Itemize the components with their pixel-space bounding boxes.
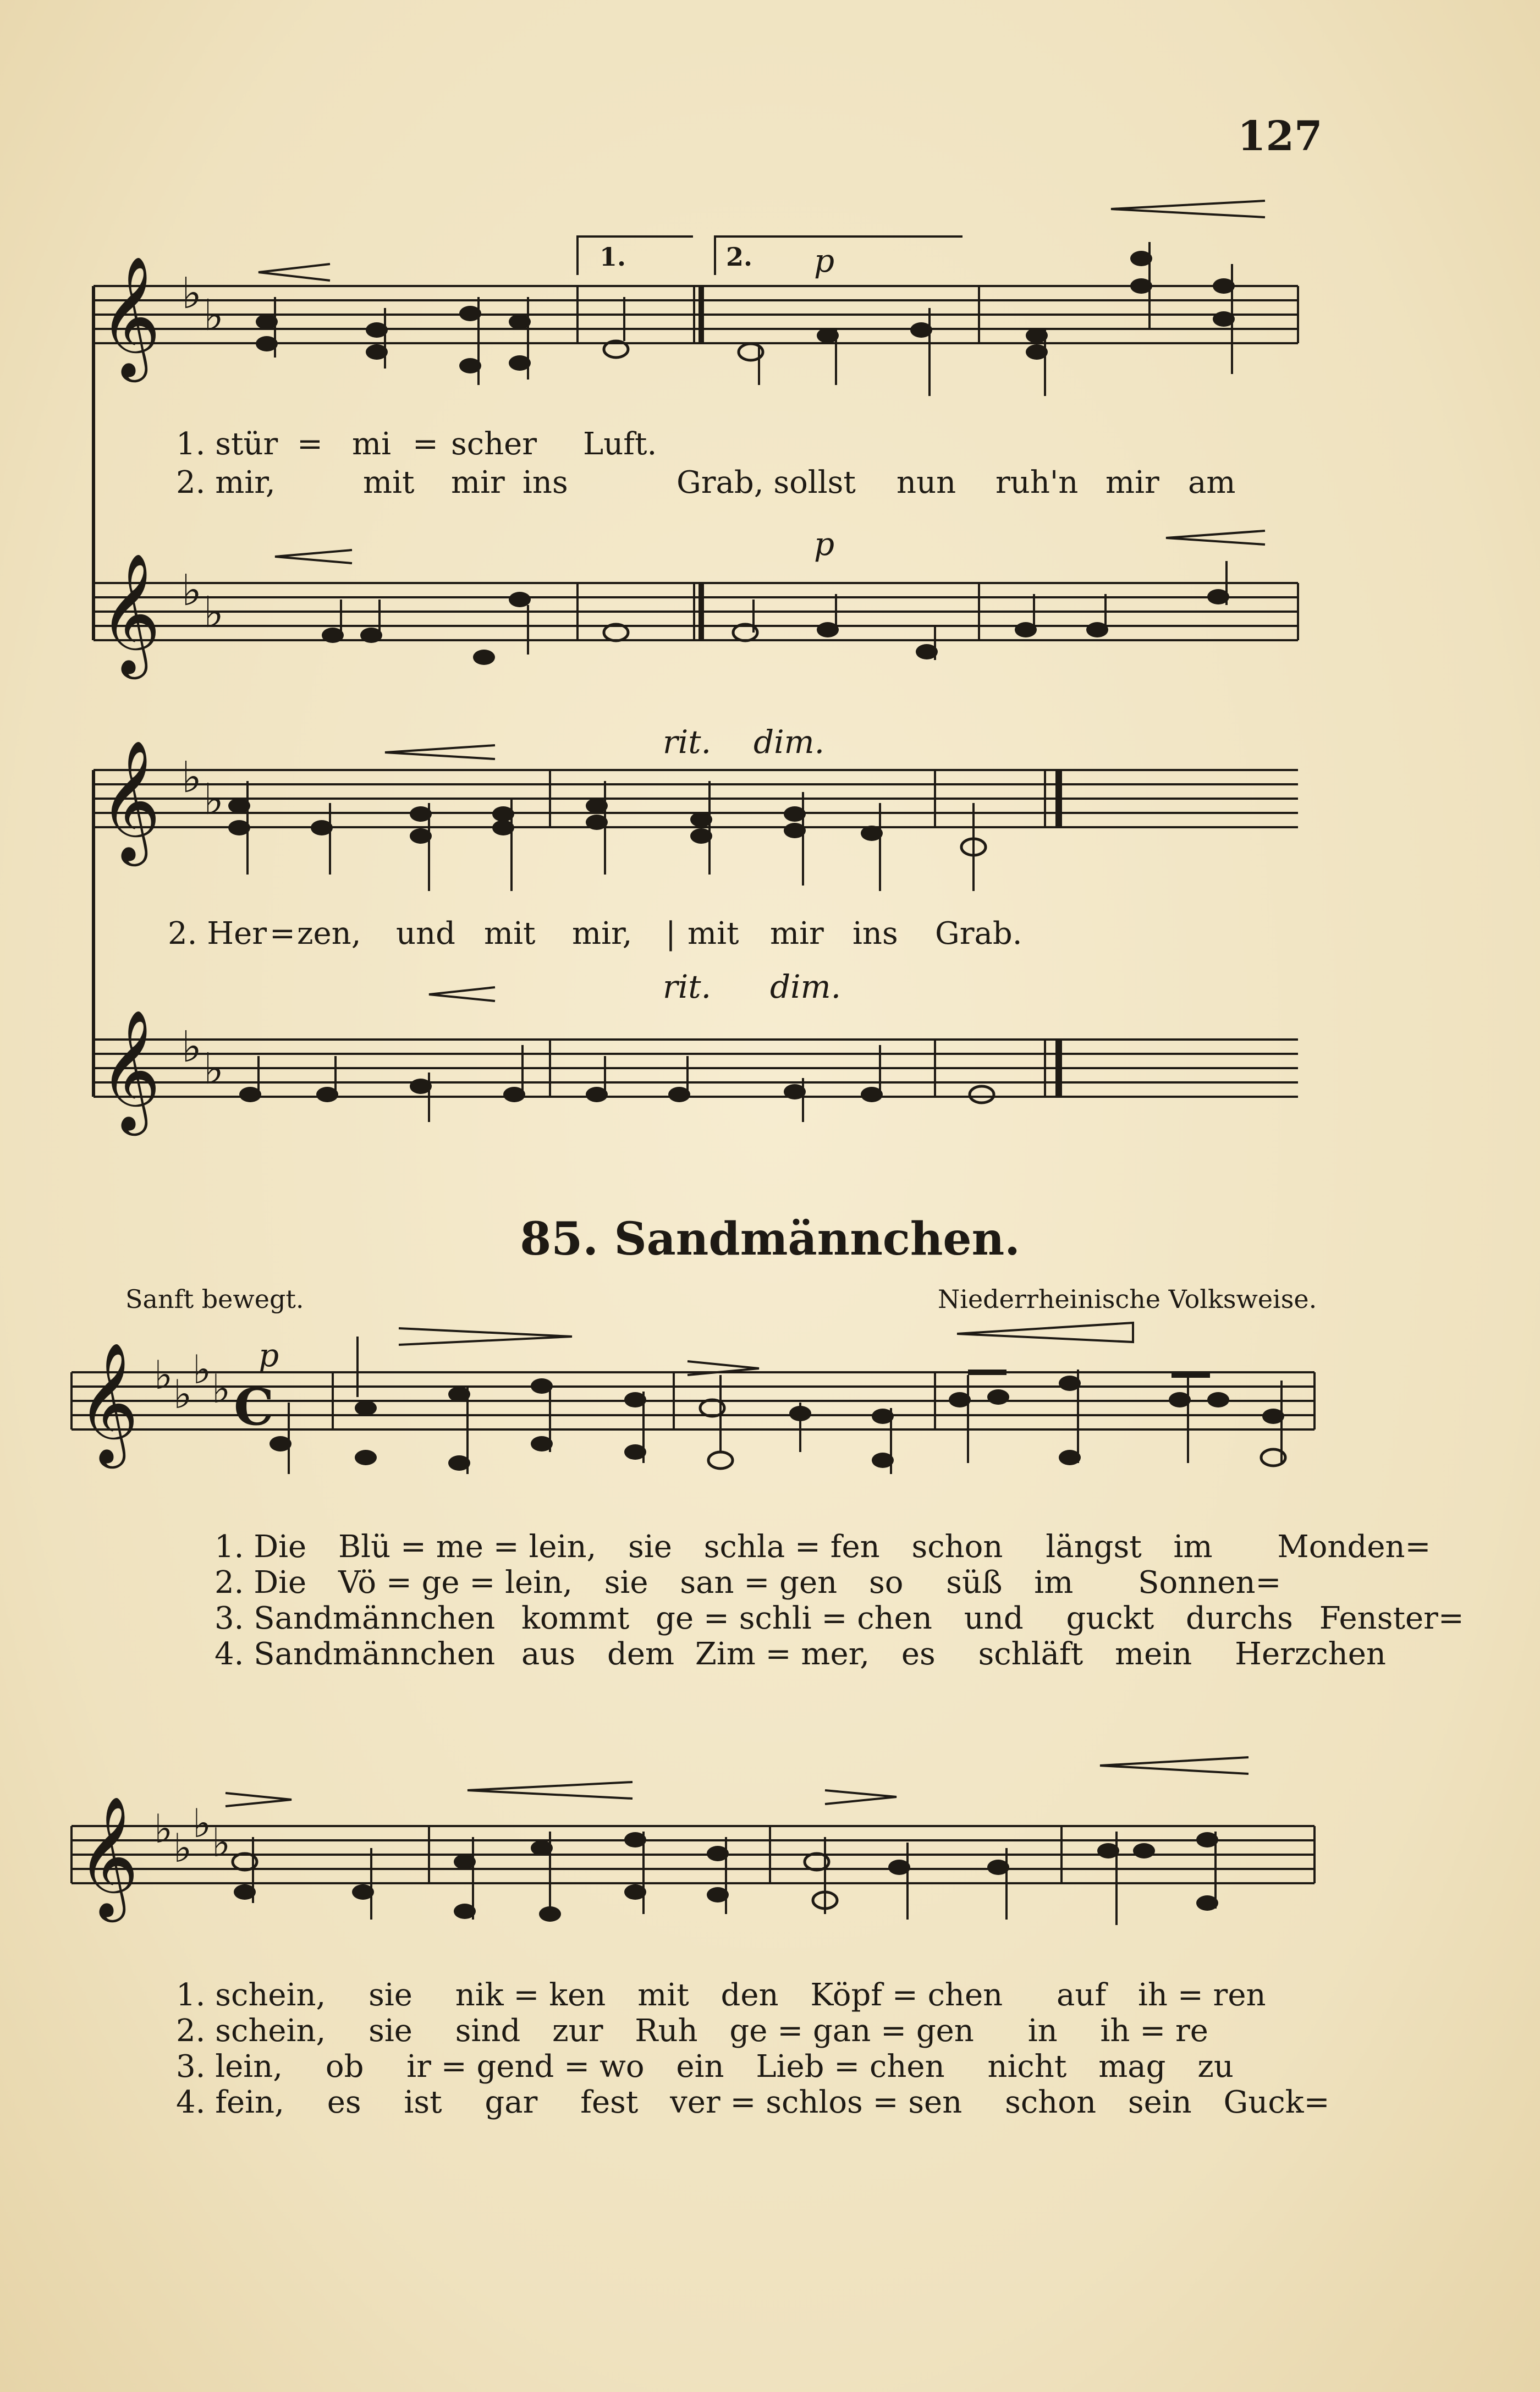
verse-number: 1. xyxy=(176,1977,206,2013)
lyric-hyphen: = xyxy=(744,1565,770,1601)
svg-text:♭: ♭ xyxy=(204,291,224,340)
lyric-word: gar xyxy=(485,2085,538,2120)
svg-text:♭: ♭ xyxy=(193,1800,211,1846)
lyric-word: fest xyxy=(580,2085,639,2120)
lyric-word: me xyxy=(436,1529,483,1565)
lyric-word: längst xyxy=(1046,1529,1142,1565)
lyric-word: gen xyxy=(779,1565,838,1601)
lyric-word: mit xyxy=(363,465,415,501)
lyric-word: schlos xyxy=(766,2085,863,2120)
svg-text:𝄞: 𝄞 xyxy=(99,1009,161,1130)
lyric-hyphen: = xyxy=(765,1636,791,1672)
lyric-word: mit xyxy=(688,916,739,952)
lyric-hyphen: = xyxy=(270,916,295,952)
lyric-word: chen xyxy=(857,1601,932,1636)
lyric-word: ein xyxy=(676,2049,724,2085)
lyric-word: ge xyxy=(729,2013,768,2049)
lyric-word: ist xyxy=(404,2085,442,2120)
lyric-word: gend xyxy=(476,2049,554,2085)
svg-text:♭: ♭ xyxy=(204,775,224,824)
lyric-word: gen xyxy=(916,2013,974,2049)
lyric-word: süß xyxy=(946,1565,1003,1601)
lyric-word: sen xyxy=(908,2085,963,2120)
lyric-word: und xyxy=(396,916,455,952)
tempo-marking: Sanft bewegt. xyxy=(125,1284,304,1314)
lyric-word: sie xyxy=(369,1977,413,2013)
lyric-word: am xyxy=(1188,465,1236,501)
lyric-hyphen: = xyxy=(703,1601,729,1636)
diminuendo-marking: dim. xyxy=(770,968,842,1005)
lyric-word: schon xyxy=(911,1529,1003,1565)
lyric-word: durchs xyxy=(1186,1601,1293,1636)
lyric-hyphen: = xyxy=(564,2049,590,2085)
lyric-hyphen: = xyxy=(297,426,323,462)
svg-text:♭: ♭ xyxy=(182,269,202,318)
lyric-hyphen: = xyxy=(872,2085,899,2120)
lyric-word: ken xyxy=(549,1977,606,2013)
lyric-word: Blü xyxy=(338,1529,391,1565)
lyric-word: Grab, sollst xyxy=(676,465,856,501)
verse1-line2 xyxy=(176,1977,1266,2013)
lyric-word: 1. stür xyxy=(176,426,278,462)
lyric-word: Köpf xyxy=(810,1977,883,2013)
verse-number: 1. xyxy=(215,1529,244,1565)
lyric-word: Herzchen xyxy=(1235,1636,1386,1672)
svg-text:♭: ♭ xyxy=(182,753,202,802)
lyric-word: kommt xyxy=(521,1601,630,1636)
lyric-word: ruh'n xyxy=(996,465,1079,501)
lyric-hyphen: = xyxy=(386,1565,412,1601)
lyric-word: Sandmännchen xyxy=(254,1636,496,1672)
svg-text:♭: ♭ xyxy=(182,1022,202,1072)
lyric-word: Grab. xyxy=(935,916,1022,952)
lyric-word: guckt xyxy=(1066,1601,1154,1636)
lyric-hyphen: = xyxy=(1177,1977,1203,2013)
lyric-word: aus xyxy=(521,1636,576,1672)
verse4-line2 xyxy=(176,2085,1330,2120)
lyric-word: gan xyxy=(812,2013,871,2049)
svg-text:𝄞: 𝄞 xyxy=(99,255,161,377)
lyric-word: ge xyxy=(421,1565,460,1601)
song-title: Sandmännchen. xyxy=(614,1213,1020,1266)
svg-text:♭: ♭ xyxy=(193,1346,211,1393)
lyric-word: schein, xyxy=(215,1977,326,2013)
lyric-word: zu xyxy=(1197,2049,1234,2085)
dynamic-piano: p xyxy=(258,1337,279,1374)
svg-text:♭: ♭ xyxy=(182,566,202,615)
lyric-word: sie xyxy=(628,1529,672,1565)
lyric-word: Sandmännchen xyxy=(254,1601,496,1636)
lyric-word: in xyxy=(1027,2013,1058,2049)
lyric-word: im xyxy=(1173,1529,1213,1565)
lyric-hyphen: = xyxy=(493,1529,519,1565)
svg-text:♭: ♭ xyxy=(204,588,224,637)
svg-text:♭: ♭ xyxy=(154,1806,173,1852)
diminuendo-marking: dim. xyxy=(754,723,825,761)
lyric-word: lein, xyxy=(215,2049,283,2085)
lyric-hyphen: = xyxy=(441,2049,467,2085)
lyric-word: chen xyxy=(927,1977,1003,2013)
lyric-word: sind xyxy=(455,2013,521,2049)
svg-text:𝄞: 𝄞 xyxy=(99,552,161,674)
lyric-word: Zim xyxy=(695,1636,756,1672)
lyric-word: es xyxy=(901,1636,936,1672)
ritardando-marking: rit. xyxy=(663,723,712,761)
lyric-word: ins xyxy=(853,916,898,952)
svg-text:♭: ♭ xyxy=(173,1371,192,1417)
dynamic-piano: p xyxy=(814,242,835,279)
lyric-word: so xyxy=(869,1565,904,1601)
svg-text:♭: ♭ xyxy=(212,1366,230,1412)
verse-number: 4. xyxy=(215,1636,244,1672)
lyric-word: ins xyxy=(522,465,568,501)
lyric-word: Guck= xyxy=(1223,2085,1330,2120)
svg-text:𝄞: 𝄞 xyxy=(77,1341,139,1463)
svg-text:𝄞: 𝄞 xyxy=(77,1795,139,1917)
lyric-hyphen: = xyxy=(400,1529,426,1565)
verse-number: 2. xyxy=(176,2013,206,2049)
svg-text:♭: ♭ xyxy=(154,1352,173,1398)
lyric-word: schein, xyxy=(215,2013,326,2049)
lyric-word: ver xyxy=(670,2085,721,2120)
lyric-word: ge xyxy=(656,1601,694,1636)
lyric-word: dem xyxy=(607,1636,675,1672)
lyric-word: Luft. xyxy=(583,426,657,462)
lyric-word: ih xyxy=(1138,1977,1168,2013)
volta-2-label: 2. xyxy=(726,242,753,272)
lyric-word: lein, xyxy=(529,1529,597,1565)
lyric-word: re xyxy=(1175,2013,1208,2049)
verse2-line1 xyxy=(215,1565,1281,1601)
lyric-word: es xyxy=(327,2085,361,2120)
lyric-word: sie xyxy=(604,1565,648,1601)
lyric-word: 2. Her xyxy=(168,916,267,952)
lyric-word: lein, xyxy=(505,1565,573,1601)
lyric-word: wo xyxy=(599,2049,645,2085)
lyric-word: Ruh xyxy=(635,2013,698,2049)
lyric-word: ren xyxy=(1213,1977,1266,2013)
svg-text:♭: ♭ xyxy=(212,1819,230,1866)
verse1-line1 xyxy=(215,1529,1431,1565)
lyric-word: mag xyxy=(1098,2049,1166,2085)
lyric-word: schli xyxy=(739,1601,812,1636)
lyric-word: mi xyxy=(352,426,392,462)
lyric-word: ih xyxy=(1100,2013,1130,2049)
lyric-hyphen: = xyxy=(881,2013,906,2049)
lyric-word: san xyxy=(680,1565,734,1601)
volta-1-label: 1. xyxy=(600,242,626,272)
lyric-word: chen xyxy=(870,2049,945,2085)
song-source: Niederrheinische Volksweise. xyxy=(938,1284,1317,1314)
lyric-word: mir xyxy=(451,465,505,501)
lyric-word: 2. mir, xyxy=(176,465,276,501)
svg-text:♭: ♭ xyxy=(173,1825,192,1871)
lyric-hyphen: = xyxy=(1140,2013,1166,2049)
lyric-word: schla xyxy=(703,1529,785,1565)
lyric-hyphen: = xyxy=(834,2049,860,2085)
lyric-word: Monden= xyxy=(1277,1529,1431,1565)
lyric-word: Fenster= xyxy=(1319,1601,1464,1636)
lyric-word: ob xyxy=(325,2049,364,2085)
lyric-word: nik xyxy=(455,1977,504,2013)
lyric-word: den xyxy=(721,1977,779,2013)
lyric-hyphen: = xyxy=(777,2013,804,2049)
lyric-word: mit xyxy=(484,916,536,952)
lyric-hyphen: = xyxy=(513,1977,540,2013)
lyric-word: mer, xyxy=(801,1636,870,1672)
lyric-bar-separator: | xyxy=(666,916,676,952)
verse3-line1 xyxy=(215,1601,1464,1636)
lyric-word: fein, xyxy=(215,2085,284,2120)
lyric-word: Lieb xyxy=(756,2049,824,2085)
ritardando-marking: rit. xyxy=(663,968,712,1005)
lyric-hyphen: = xyxy=(469,1565,496,1601)
lyric-hyphen: = xyxy=(892,1977,918,2013)
lyric-hyphen: = xyxy=(795,1529,821,1565)
lyric-word: im xyxy=(1034,1565,1074,1601)
lyric-word: mir, xyxy=(572,916,632,952)
page-number: 127 xyxy=(1238,113,1323,160)
lyric-hyphen: = xyxy=(413,426,438,462)
lyric-word: schläft xyxy=(978,1636,1084,1672)
lyric-word: zur xyxy=(552,2013,603,2049)
lyric-word: auf xyxy=(1057,1977,1107,2013)
verse-number: 2. xyxy=(215,1565,244,1601)
svg-text:𝄞: 𝄞 xyxy=(99,739,161,861)
lyric-word: sein xyxy=(1128,2085,1192,2120)
lyric-word: sie xyxy=(369,2013,413,2049)
lyric-word: mir xyxy=(770,916,824,952)
lyric-word: fen xyxy=(830,1529,880,1565)
verse3-line2 xyxy=(176,2049,1234,2085)
dynamic-piano: p xyxy=(814,525,835,563)
lyric-word: mir xyxy=(1106,465,1159,501)
lyric-word: Sonnen= xyxy=(1138,1565,1282,1601)
verse-number: 3. xyxy=(215,1601,244,1636)
lyric-word: Die xyxy=(254,1565,307,1601)
svg-text:♭: ♭ xyxy=(204,1044,224,1094)
verse4-line1 xyxy=(215,1636,1386,1672)
lyric-word: mit xyxy=(637,1977,689,2013)
lyric-word: mein xyxy=(1115,1636,1192,1672)
lyric-hyphen: = xyxy=(730,2085,756,2120)
lyric-word: scher xyxy=(451,426,537,462)
song-number: 85. xyxy=(520,1213,598,1266)
svg-text:C: C xyxy=(234,1377,274,1437)
verse-number: 3. xyxy=(176,2049,206,2085)
verse2-line2 xyxy=(176,2013,1208,2049)
lyric-word: zen, xyxy=(297,916,361,952)
lyric-word: und xyxy=(964,1601,1024,1636)
lyric-word: ir xyxy=(406,2049,431,2085)
lyric-word: nicht xyxy=(987,2049,1067,2085)
verse-number: 4. xyxy=(176,2085,206,2120)
lyric-hyphen: = xyxy=(821,1601,848,1636)
lyric-word: nun xyxy=(897,465,956,501)
lyric-word: Vö xyxy=(338,1565,377,1601)
lyric-word: schon xyxy=(1005,2085,1097,2120)
lyric-word: Die xyxy=(254,1529,307,1565)
